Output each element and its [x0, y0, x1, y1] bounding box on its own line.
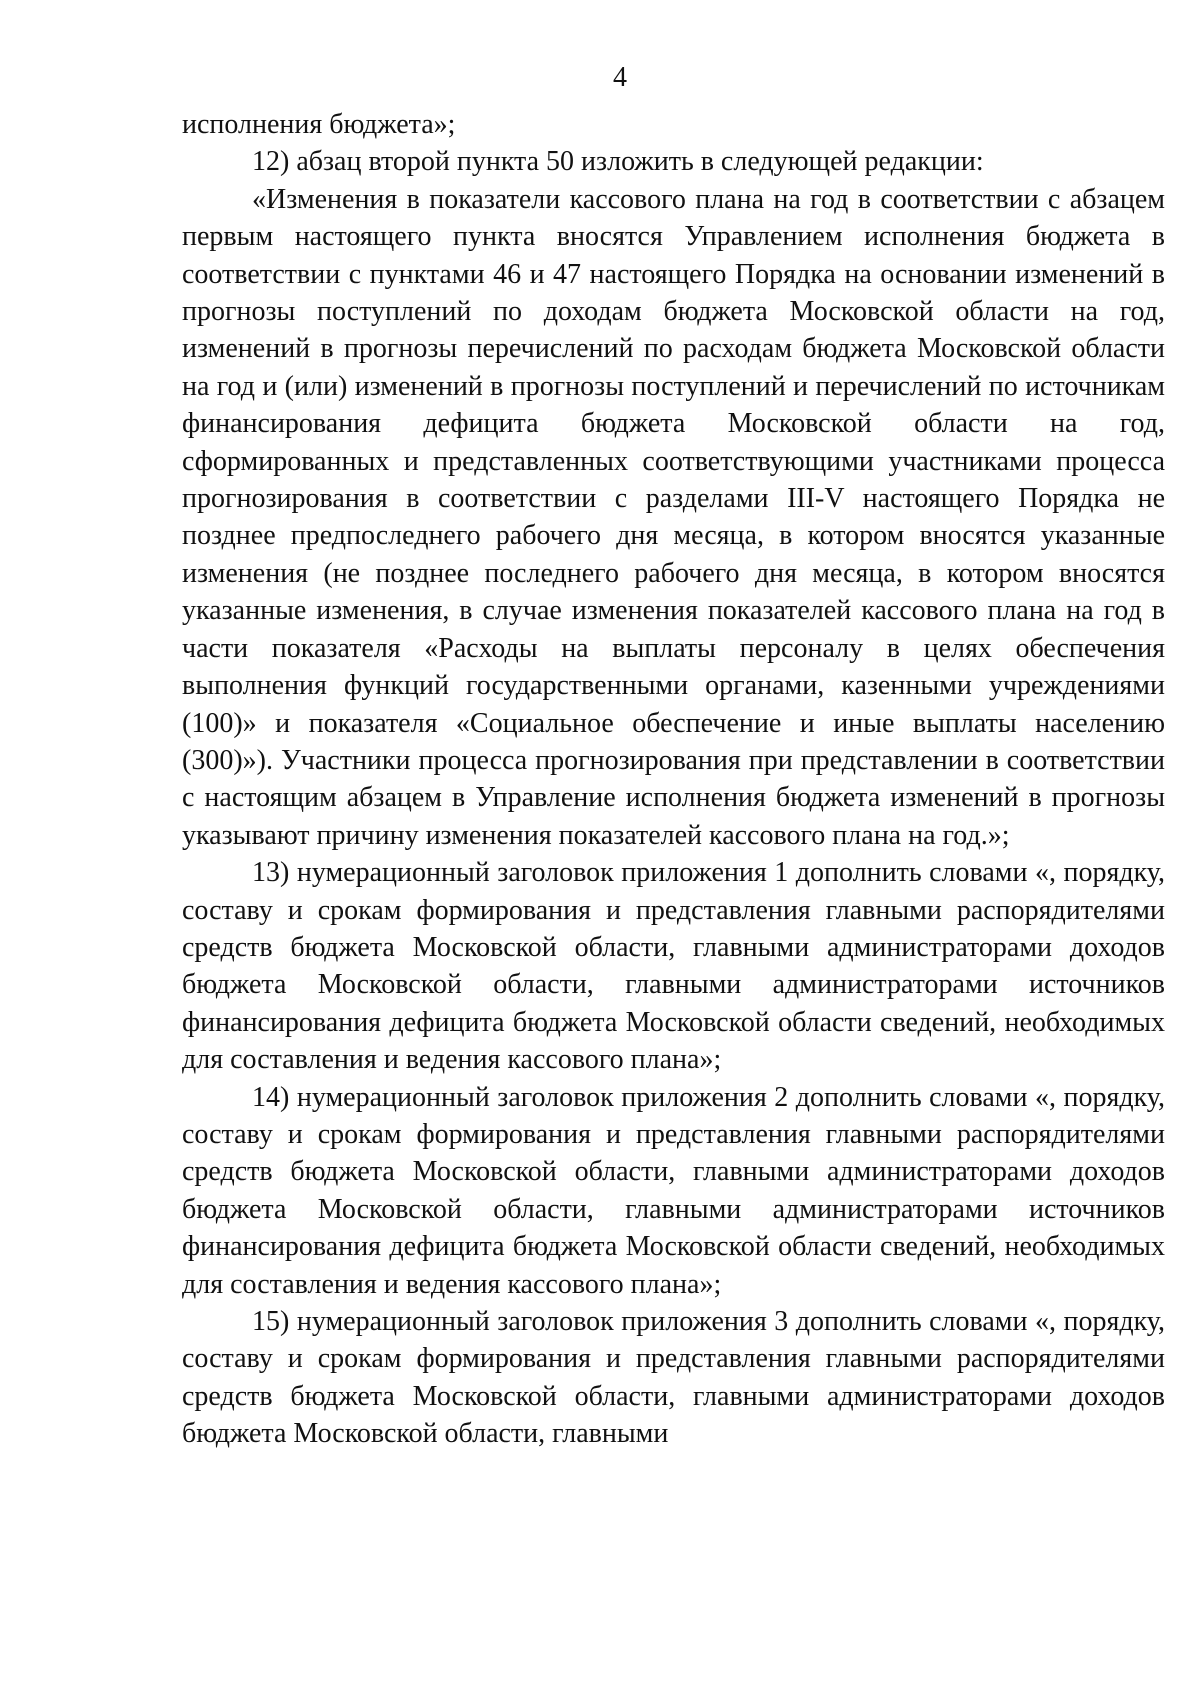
- paragraph-item-12-quote: «Изменения в показатели кассового плана на год в соответствии с абзацем первым настоящего пункта вносятся Управлением исполнения бюджета в соответствии с пунктами 46 и 47 настоящего Порядка на основании изменений в прогнозы поступлений по доходам бюджета Московской области на год, изменений в прогнозы перечислений по расходам бюджета Московской области на год и (или) изменений в прогнозы поступлений и перечислений по источникам финансирования дефицита бюджета Московской области на год, сформированных и представленных соответствующими участниками процесса прогнозирования в соответствии с разделами III-V настоящего Порядка не позднее предпоследнего рабочего дня месяца, в котором вносятся указанные изменения (не позднее последнего рабочего дня месяца, в котором вносятся указанные изменения, в случае изменения показателей кассового плана на год в части показателя «Расходы на выплаты персоналу в целях обеспечения выполнения функций государственными органами, казенными учреждениями (100)» и показателя «Социальное обеспечение и иные выплаты населению (300)»). Участники процесса прогнозирования при представлении в соответствии с настоящим абзацем в Управление исполнения бюджета изменений в прогнозы указывают причину изменения показателей кассового плана на год.»;: [182, 183, 1165, 851]
- paragraph-item-15: 15) нумерационный заголовок приложения 3 дополнить словами «, порядку, составу и срокам формирования и представления главными распорядителями средств бюджета Московской области, главными администраторами доходов бюджета Московской области, главными: [182, 1306, 1165, 1450]
- document-body: [182, 106, 1165, 1453]
- page-number: 4: [613, 62, 627, 93]
- paragraph-continuation: исполнения бюджета»;: [182, 109, 456, 140]
- paragraph-item-13: 13) нумерационный заголовок приложения 1 дополнить словами «, порядку, составу и срокам формирования и представления главными распорядителями средств бюджета Московской области, главными администраторами доходов бюджета Московской области, главными администраторами источников финансирования дефицита бюджета Московской области сведений, необходимых для составления и ведения кассового плана»;: [182, 857, 1165, 1076]
- paragraph-item-12: 12) абзац второй пункта 50 изложить в следующей редакции:: [252, 146, 984, 178]
- paragraph-item-14: 14) нумерационный заголовок приложения 2 дополнить словами «, порядку, составу и срокам формирования и представления главными распорядителями средств бюджета Московской области, главными администраторами доходов бюджета Московской области, главными администраторами источников финансирования дефицита бюджета Московской области сведений, необходимых для составления и ведения кассового плана»;: [182, 1081, 1165, 1300]
